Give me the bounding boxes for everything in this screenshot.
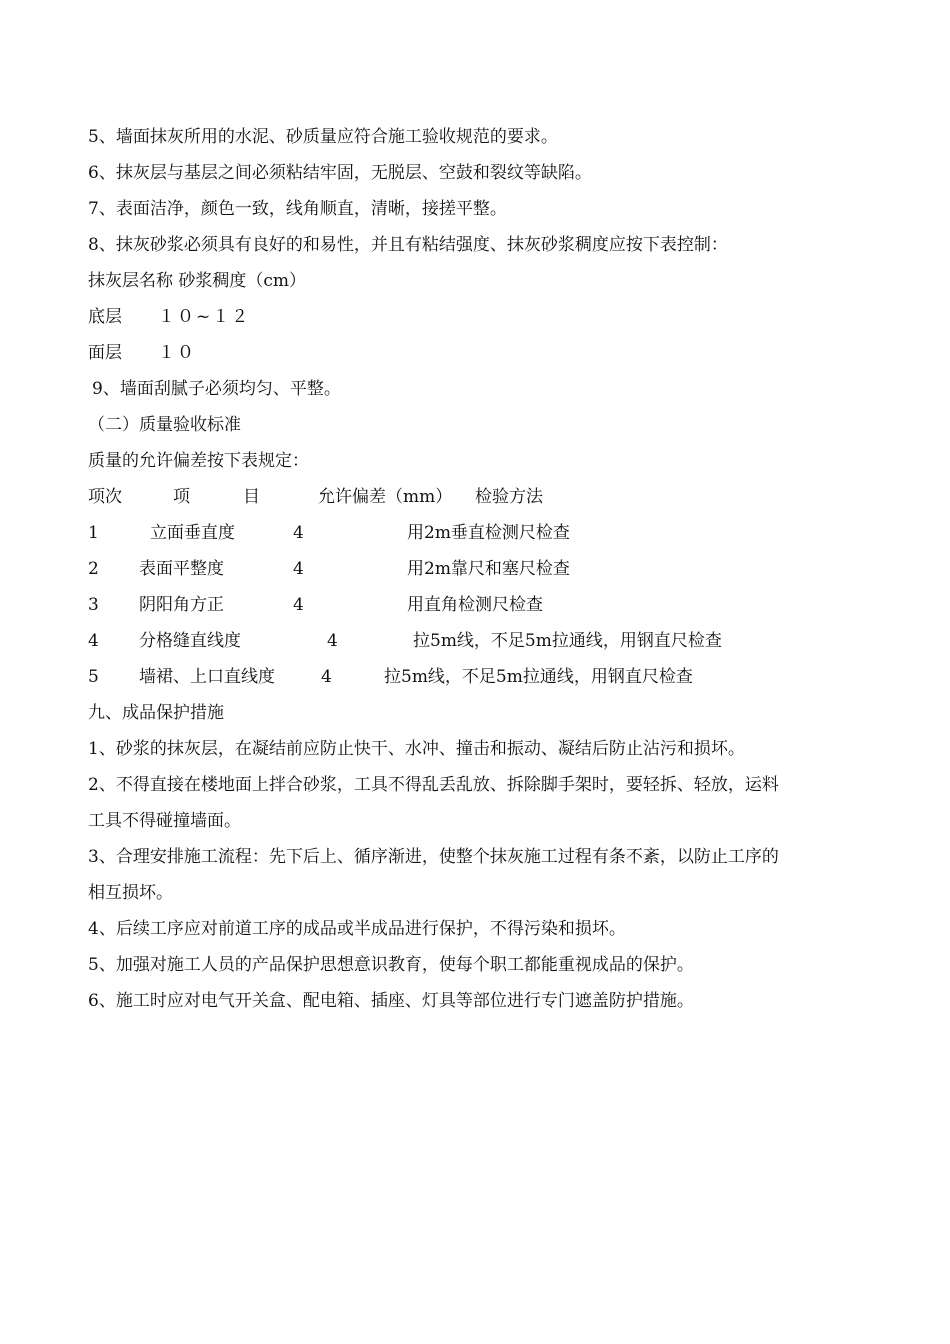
- tolerance-header-method: 检验方法: [475, 487, 543, 507]
- protection-item-3: 3、合理安排施工流程：先下后上、循序渐进，使整个抹灰施工过程有条不紊，以防止工序的: [88, 847, 779, 867]
- tolerance-row-method: 拉5m线，不足5m拉通线，用钢直尺检查: [384, 667, 693, 687]
- tolerance-row-no: 1: [88, 523, 99, 543]
- requirement-6: 6、抹灰层与基层之间必须粘结牢固，无脱层、空鼓和裂纹等缺陷。: [88, 163, 592, 183]
- tolerance-row-item: 墙裙、上口直线度: [139, 667, 275, 687]
- tolerance-row-deviation: 4: [293, 595, 304, 615]
- tolerance-row-no: 5: [88, 667, 99, 687]
- protection-item-3-cont: 相互损坏。: [88, 883, 173, 903]
- tolerance-row-item: 阴阳角方正: [139, 595, 224, 615]
- tolerance-intro: 质量的允许偏差按下表规定：: [88, 451, 309, 471]
- section-quality-acceptance: （二）质量验收标准: [88, 415, 241, 435]
- consistency-row-name: 底层: [88, 307, 122, 327]
- protection-item-1: 1、砂浆的抹灰层，在凝结前应防止快干、水冲、撞击和振动、凝结后防止沾污和损坏。: [88, 739, 745, 759]
- tolerance-header-deviation: 允许偏差（mm）: [318, 487, 453, 507]
- section-product-protection: 九、成品保护措施: [88, 703, 224, 723]
- tolerance-row-item: 立面垂直度: [150, 523, 235, 543]
- consistency-row-name: 面层: [88, 343, 122, 363]
- tolerance-row-deviation: 4: [321, 667, 332, 687]
- requirement-9: 9、墙面刮腻子必须均匀、平整。: [92, 379, 341, 399]
- tolerance-row-no: 4: [88, 631, 99, 651]
- tolerance-row-deviation: 4: [293, 523, 304, 543]
- tolerance-row-method: 用直角检测尺检查: [407, 595, 543, 615]
- tolerance-row-deviation: 4: [327, 631, 338, 651]
- tolerance-row-no: 2: [88, 559, 99, 579]
- protection-item-5: 5、加强对施工人员的产品保护思想意识教育，使每个职工都能重视成品的保护。: [88, 955, 694, 975]
- tolerance-row-item: 表面平整度: [139, 559, 224, 579]
- consistency-row-value: １０: [158, 343, 196, 363]
- tolerance-header-no: 项次: [88, 487, 122, 507]
- requirement-7: 7、表面洁净，颜色一致，线角顺直，清晰，接搓平整。: [88, 199, 507, 219]
- protection-item-2: 2、不得直接在楼地面上拌合砂浆，工具不得乱丢乱放、拆除脚手架时，要轻拆、轻放，运料: [88, 775, 779, 795]
- requirement-5: 5、墙面抹灰所用的水泥、砂质量应符合施工验收规范的要求。: [88, 127, 558, 147]
- tolerance-row-method: 用2m垂直检测尺检查: [407, 523, 570, 543]
- consistency-row-value: １０~１２: [158, 307, 251, 327]
- tolerance-row-no: 3: [88, 595, 99, 615]
- tolerance-row-method: 用2m靠尺和塞尺检查: [407, 559, 570, 579]
- tolerance-header-item: 项: [173, 487, 190, 507]
- tolerance-row-deviation: 4: [293, 559, 304, 579]
- tolerance-header-item: 目: [243, 487, 260, 507]
- tolerance-row-method: 拉5m线，不足5m拉通线，用钢直尺检查: [413, 631, 722, 651]
- requirement-8: 8、抹灰砂浆必须具有良好的和易性，并且有粘结强度、抹灰砂浆稠度应按下表控制：: [88, 235, 728, 255]
- protection-item-4: 4、后续工序应对前道工序的成品或半成品进行保护，不得污染和损坏。: [88, 919, 626, 939]
- protection-item-6: 6、施工时应对电气开关盒、配电箱、插座、灯具等部位进行专门遮盖防护措施。: [88, 991, 694, 1011]
- tolerance-row-item: 分格缝直线度: [139, 631, 241, 651]
- consistency-table-header: 抹灰层名称 砂浆稠度（cm）: [88, 271, 307, 291]
- protection-item-2-cont: 工具不得碰撞墙面。: [88, 811, 241, 831]
